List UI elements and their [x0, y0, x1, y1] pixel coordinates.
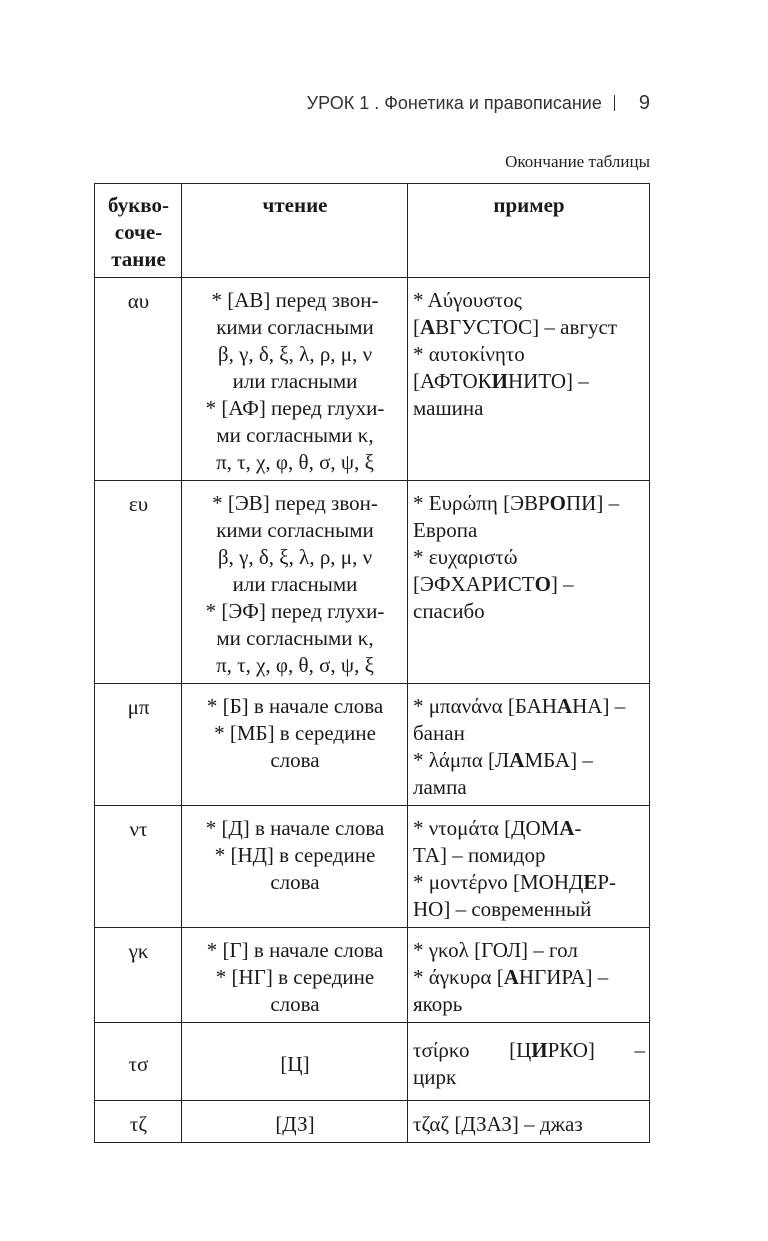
example-text: * αυτοκίνητο	[413, 342, 525, 366]
example-cell	[408, 1101, 650, 1143]
stressed-letter: О	[534, 572, 551, 596]
header-example: пример	[408, 184, 650, 278]
reading-line: * [МБ] в середине	[214, 721, 376, 745]
reading-line: слова	[270, 748, 320, 772]
stressed-letter: А	[509, 748, 525, 772]
example-text: * ευχαριστώ	[413, 545, 518, 569]
example-text: * λάμπα [Л	[413, 748, 510, 772]
example-text: ВГУСТОС] – август	[435, 315, 618, 339]
example-cell	[408, 928, 650, 1023]
stressed-letter: А	[556, 694, 573, 718]
combo-cell: γκ	[95, 928, 182, 1023]
example-text: НО] – современный	[413, 897, 592, 921]
example-line	[413, 544, 645, 571]
example-text: Европа	[413, 518, 478, 542]
example-text: НИТО] –	[507, 369, 589, 393]
reading-line: * [Г] в начале слова	[206, 938, 384, 962]
header-reading: чтение	[182, 184, 408, 278]
stressed-letter: А	[559, 816, 575, 840]
example-text: машина	[413, 396, 484, 420]
reading-line: * [АФ] перед глухи-	[205, 396, 385, 420]
example-text: * γκολ [ГОЛ] – гол	[413, 938, 578, 962]
reading-cell	[182, 684, 408, 806]
example-cell	[408, 684, 650, 806]
example-cell	[408, 1023, 650, 1101]
example-text: * άγκυρα [	[413, 965, 504, 989]
reading-line: * [ЭВ] перед звон-	[212, 491, 378, 515]
example-line	[413, 747, 645, 774]
example-text: [Ц	[509, 1038, 532, 1062]
example-text: лампа	[413, 775, 467, 799]
reading-line: β, γ, δ, ξ, λ, ρ, μ, ν	[217, 545, 373, 569]
separator-bar	[614, 95, 615, 111]
example-text: ] –	[550, 572, 574, 596]
reading-line: β, γ, δ, ξ, λ, ρ, μ, ν	[217, 342, 373, 366]
example-text: ПИ] –	[566, 491, 620, 515]
reading-line: ми согласными κ,	[216, 423, 374, 447]
reading-line: слова	[270, 992, 320, 1016]
example-text: [	[413, 315, 420, 339]
example-text: МБА] –	[524, 748, 593, 772]
running-head	[0, 92, 650, 115]
reading-line: слова	[270, 870, 320, 894]
table-row	[95, 1023, 650, 1101]
example-text: –	[634, 1038, 645, 1062]
table-caption: Окончание таблицы	[505, 152, 650, 171]
combo-cell: ευ	[95, 481, 182, 684]
running-title: УРОК 1 . Фонетика и правописание	[306, 93, 602, 113]
example-line	[413, 598, 645, 625]
reading-line: * [Б] в начале слова	[206, 694, 384, 718]
table-header-row	[95, 184, 650, 278]
example-line	[413, 341, 645, 368]
reading-cell	[182, 1101, 408, 1143]
stressed-letter: А	[503, 965, 519, 989]
combo-cell: μπ	[95, 684, 182, 806]
table-row	[95, 1101, 650, 1143]
example-line: цирк	[413, 1065, 457, 1089]
stressed-letter: И	[531, 1038, 548, 1062]
example-line	[413, 368, 645, 395]
example-cell	[408, 806, 650, 928]
example-text: * μοντέρνο [МОНД	[413, 870, 584, 894]
example-text: якорь	[413, 992, 463, 1016]
example-line	[413, 964, 645, 991]
example-line	[413, 395, 645, 422]
stressed-letter: А	[420, 315, 436, 339]
reading-line: или гласными	[232, 369, 358, 393]
reading-cell	[182, 278, 408, 481]
example-text: * μπανάνα [БАН	[413, 694, 557, 718]
example-text: НА] –	[572, 694, 626, 718]
reading-line: [ДЗ]	[275, 1111, 315, 1136]
example-line	[413, 815, 645, 842]
reading-line: * [Д] в начале слова	[205, 816, 385, 840]
example-text: ТА] – помидор	[413, 843, 546, 867]
example-line	[413, 1111, 645, 1138]
example-word	[509, 1037, 595, 1064]
stressed-letter: Е	[583, 870, 598, 894]
table-row	[95, 481, 650, 684]
example-line	[413, 314, 645, 341]
example-text: Р-	[597, 870, 617, 894]
example-cell	[408, 278, 650, 481]
example-text: [АФТОК	[413, 369, 492, 393]
example-text: НГИРА] –	[518, 965, 609, 989]
reading-line: * [НД] в середине	[214, 843, 376, 867]
reading-cell	[182, 1023, 408, 1101]
reading-line: кими согласными	[216, 315, 374, 339]
combo-cell: αυ	[95, 278, 182, 481]
example-line	[413, 1037, 645, 1064]
reading-line: π, τ, χ, φ, θ, σ, ψ, ξ	[216, 450, 374, 474]
example-line	[413, 490, 645, 517]
combo-cell: τζ	[95, 1101, 182, 1143]
reading-cell	[182, 928, 408, 1023]
example-line	[413, 720, 645, 747]
example-text: спасибо	[413, 599, 485, 623]
example-line	[413, 517, 645, 544]
example-text: банан	[413, 721, 465, 745]
stressed-letter: И	[491, 369, 508, 393]
example-text: [ЭФХАРИСТ	[413, 572, 535, 596]
example-text: τζαζ [ДЗАЗ] – джаз	[413, 1111, 583, 1136]
example-text: * ντομάτα [ДОМ	[413, 816, 560, 840]
table-row	[95, 806, 650, 928]
table-row	[95, 278, 650, 481]
reading-line: кими согласными	[216, 518, 374, 542]
example-line	[413, 693, 645, 720]
example-line	[413, 287, 645, 314]
example-text: * Ευρώπη [ЭВР	[413, 491, 550, 515]
example-text: * Αύγουστος	[413, 288, 522, 312]
combo-cell: τσ	[95, 1023, 182, 1101]
example-text: РКО]	[547, 1038, 595, 1062]
header-combo: букво- соче- тание	[95, 184, 182, 278]
example-line	[413, 869, 645, 896]
reading-line: * [НГ] в середине	[215, 965, 375, 989]
stressed-letter: О	[549, 491, 566, 515]
example-line	[413, 774, 645, 801]
example-line	[413, 571, 645, 598]
reading-line: ми согласными κ,	[216, 626, 374, 650]
reading-cell	[182, 481, 408, 684]
example-line	[413, 896, 645, 923]
page-number: 9	[638, 92, 650, 114]
reading-cell	[182, 806, 408, 928]
combo-cell: ντ	[95, 806, 182, 928]
example-text: -	[574, 816, 582, 840]
reading-line: * [АВ] перед звон-	[211, 288, 379, 312]
table-row	[95, 684, 650, 806]
reading-line: * [ЭФ] перед глухи-	[205, 599, 385, 623]
reading-line: π, τ, χ, φ, θ, σ, ψ, ξ	[216, 653, 374, 677]
example-line	[413, 842, 645, 869]
example-text: τσίρκο	[413, 1038, 470, 1062]
reading-line: [Ц]	[280, 1051, 310, 1076]
example-line	[413, 991, 645, 1018]
reading-line: или гласными	[232, 572, 358, 596]
table-row	[95, 928, 650, 1023]
letter-combination-table	[94, 183, 650, 1143]
example-cell	[408, 481, 650, 684]
example-line	[413, 937, 645, 964]
